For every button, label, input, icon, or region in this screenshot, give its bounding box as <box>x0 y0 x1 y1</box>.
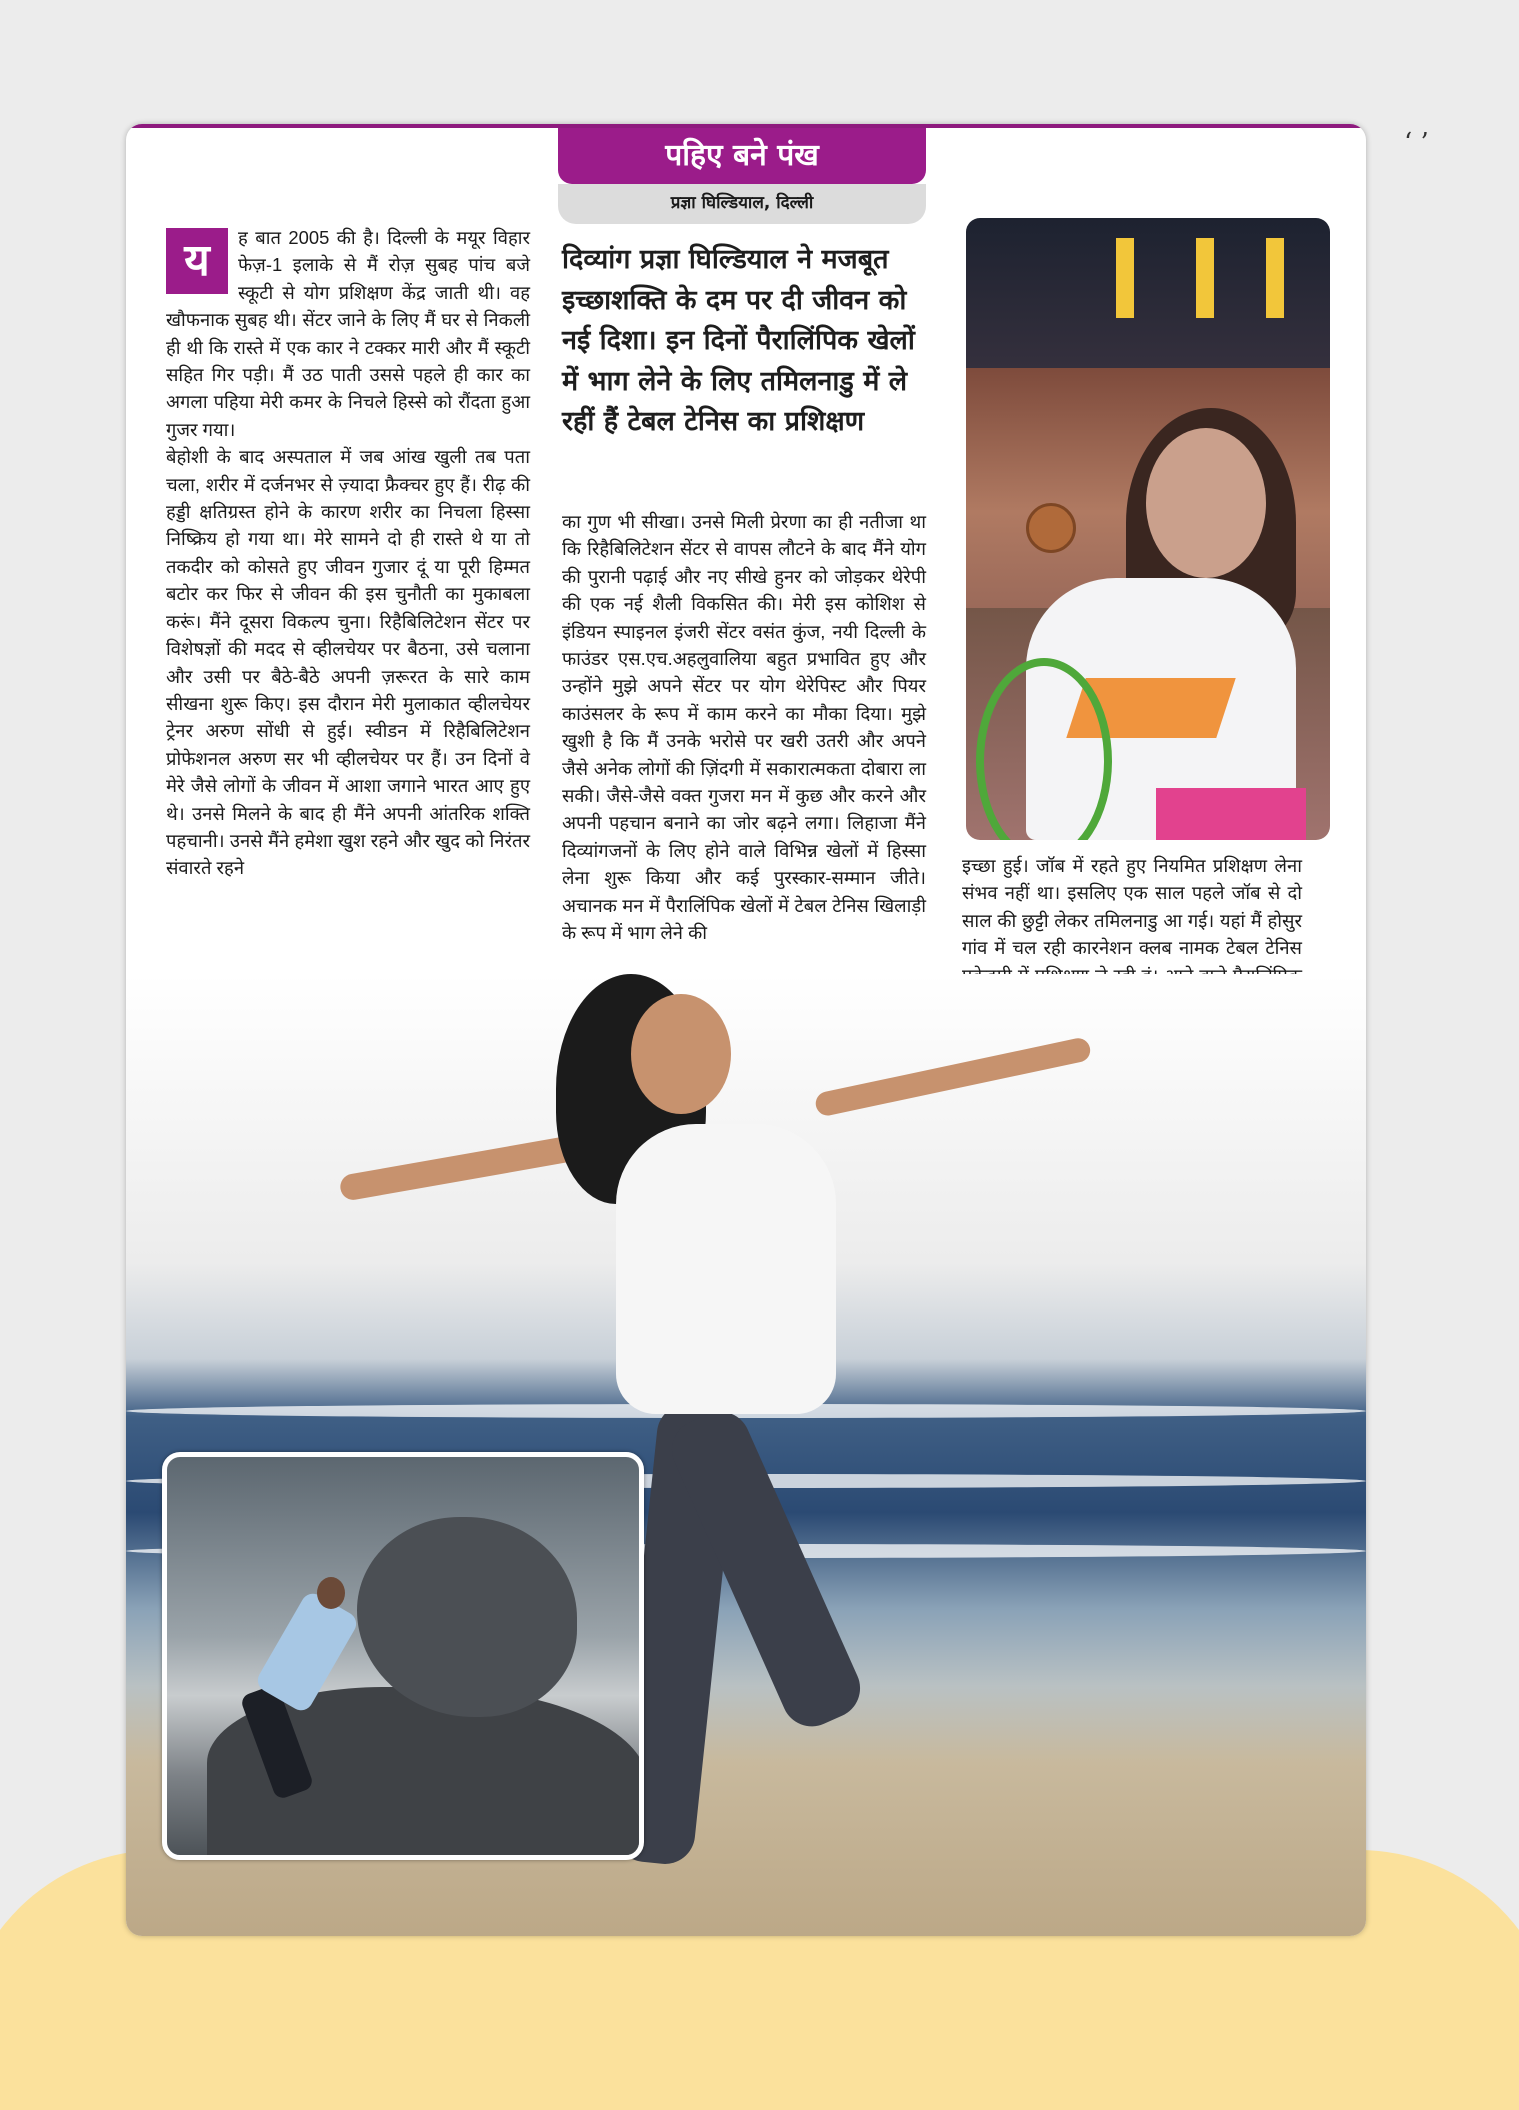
section-title: पहिए बने पंख <box>558 128 926 184</box>
athlete-face <box>1146 428 1266 578</box>
man-head <box>317 1577 345 1609</box>
arena-banner <box>1266 238 1284 318</box>
arena-banner <box>1196 238 1214 318</box>
column-2 <box>562 508 926 947</box>
byline: प्रज्ञा घिल्डियाल, दिल्ली <box>558 184 926 224</box>
dropcap: य <box>166 228 228 294</box>
column-2-body: का गुण भी सीखा। उनसे मिली प्रेरणा का ही नतीजा था कि रिहैबिलिटेशन सेंटर से वापस लौटने के बाद मैंने योग की पुरानी पढ़ाई और नए सीखे हुनर को जोड़कर थेरेपी की एक नई शैली विकसित की। मेरी इस कोशिश से इंडियन स्पाइनल इंजरी सेंटर वसंत कुंज, नयी दिल्ली के फाउंडर एस.एच.अहलुवालिया बहुत प्रभावित हुए और उन्होंने मुझे अपने सेंटर पर योग थेरेपिस्ट और पियर काउंसलर के रूप में काम करने का मौका दिया। मुझे खुशी है कि मैं उनके भरोसे पर खरी उतरी और अपने जैसे अनेक लोगों की ज़िंदगी में सकारात्मकता दोबारा ला सकी। जैसे-जैसे वक्त गुजरा मन में कुछ और करने और अपनी पहचान बनाने का जोर बढ़ने लगा। लिहाजा मैंने दिव्यांगजनों के लिए होने वाले विभिन्न खेलों में हिस्सा लेना शुरू किया और कई पुरस्कार-सम्मान जीते। अचानक मन में पैरालिंपिक खेलों में टेबल टेनिस खिलाड़ी के रूप में भाग लेने की <box>562 511 926 944</box>
article-card <box>126 124 1366 1936</box>
lead-paragraph: दिव्यांग प्रज्ञा घिल्डियाल ने मजबूत इच्छाशक्ति के दम पर दी जीवन को नई दिशा। इन दिनों पैरालिंपिक खेलों में भाग लेने के लिए तमिलनाडु में ले रहीं हैं टेबल टेनिस का प्रशिक्षण <box>562 244 915 437</box>
woman-white-top <box>616 1124 836 1414</box>
column-3-body: इच्छा हुई। जॉब में रहते हुए नियमित प्रशिक्षण लेना संभव नहीं था। इसलिए एक साल पहले जॉब से दो साल की छुट्टी लेकर तमिलनाडु आ गई। यहां मैं होसुर गांव में चल रही कारनेशन क्लब नामक टेबल टेनिस <box>962 855 1302 959</box>
woman-face <box>631 994 731 1114</box>
pink-cloth <box>1156 788 1306 840</box>
arena-banner <box>1116 238 1134 318</box>
column-1-opening: ह बात 2005 की है। दिल्ली के मयूर विहार फेज़-1 इलाके से मैं रोज़ सुबह पांच बजे स्कूटी से योग प्रशिक्षण केंद्र जाती थी। वह खौफनाक सुबह थी। सेंटर जाने के लिए मैं घर से निकली ही थी कि रास्ते में एक कार ने टक्कर मारी और मैं स्कूटी सहित गिर पड़ी। मैं उठ पाती उससे पहले ही कार का अगला पहिया मेरी कमर के निचले हिस्से को रौंदता हुआ गुजर गया। <box>166 227 530 440</box>
boulder-push-photo <box>162 1452 644 1860</box>
woman-arm-right <box>814 1036 1093 1118</box>
column-1-body: बेहोशी के बाद अस्पताल में जब आंख खुली तब पता चला, शरीर में दर्जनभर से ज़्यादा फ्रैक्चर हुए हैं। रीढ़ की हड्डी क्षतिग्रस्त होने के कारण शरीर का निचला हिस्सा निष्क्रिय हो गया था। मेरे सामने दो ही रास्ते थे या तो तकदीर को कोसते हुए जीवन गुजार दूं या पूरी हिम्मत बटोर कर फिर से जीवन की इस चुनौती का मुकाबला करूं। मैंने दूसरा विकल्प चुना। रिहैबिलिटेशन सेंटर पर विशेषज्ञों की मदद से व्हीलचेयर पर बैठना, उसे चलाना और उसी पर बैठे-बैठे अपनी ज़रूरत के सारे काम सीखना शुरू किए। इस दौरान मेरी मुलाकात व्हीलचेयर ट्रेनर अरुण सोंधी से हुई। स्वीडन में रिहैबिलिटेशन प्रोफेशनल अरुण सर भी व्हीलचेयर पर हैं। उन दिनों वे मेरे जैसे लोगों के जीवन में आशा जगाने भारत आए हुए थे। उनसे मिलने के बाद ही मैंने अपनी आंतरिक शक्ति पहचानी। उनसे मैंने हमेशा खुश रहने और खुद को निरंतर संवारते रहने <box>166 446 530 879</box>
column-1 <box>166 224 530 882</box>
quote-mark: ‘ ’ <box>1404 128 1429 158</box>
medal-icon <box>1026 503 1076 553</box>
athlete-photo <box>966 218 1330 840</box>
